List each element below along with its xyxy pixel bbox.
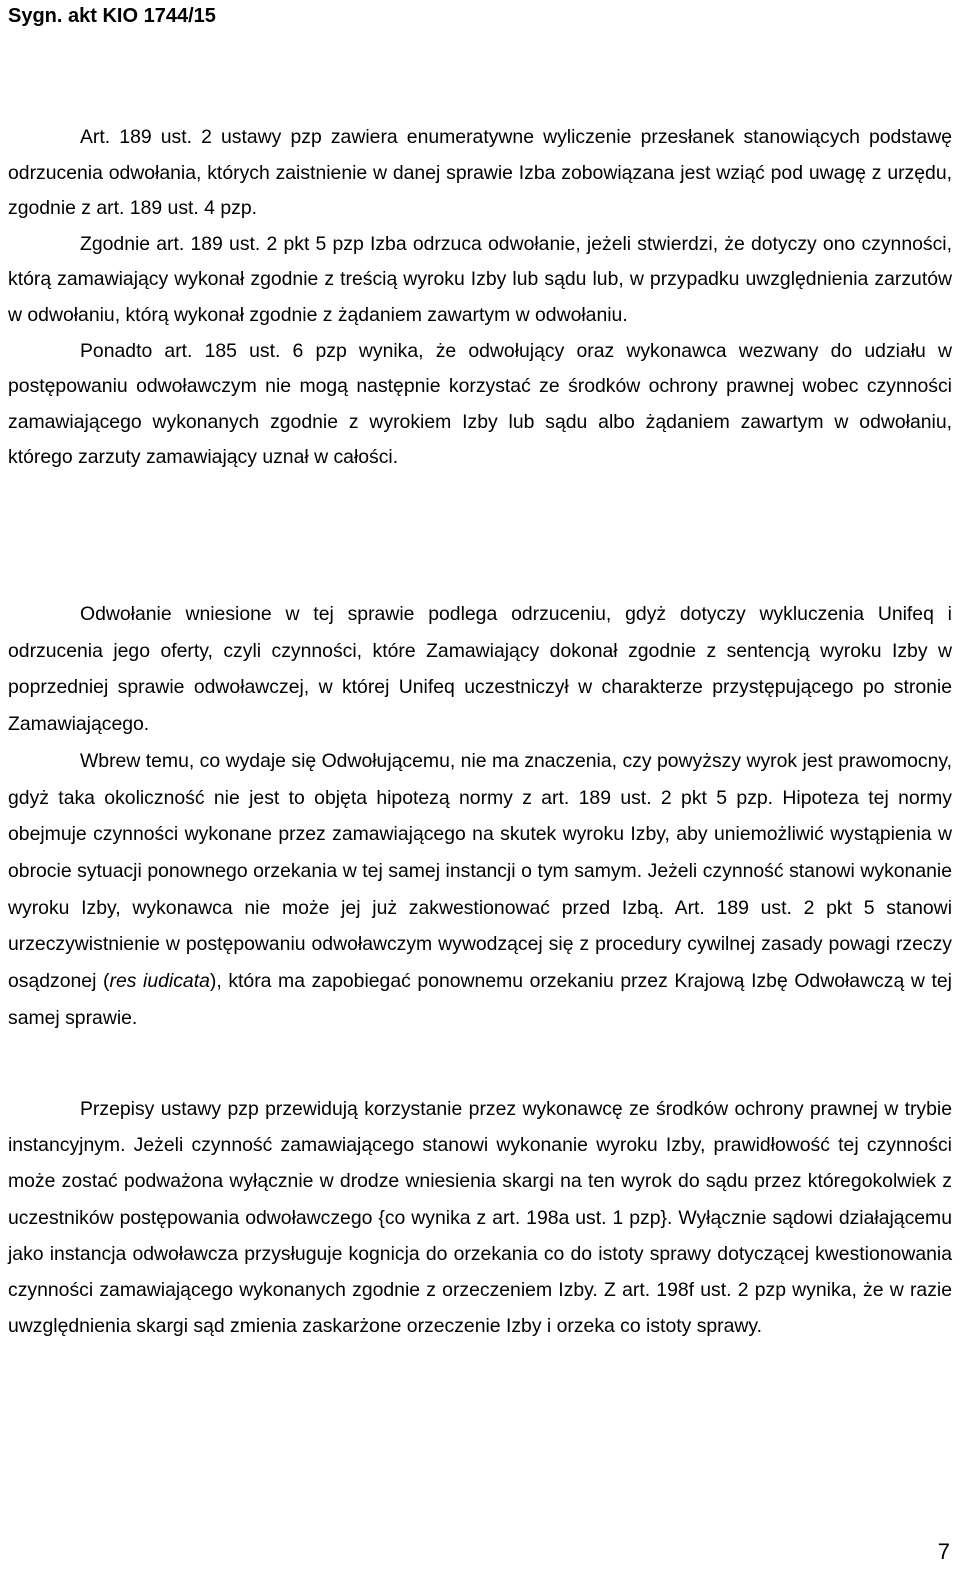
paragraph-2: Zgodnie art. 189 ust. 2 pkt 5 pzp Izba odrzuca odwołanie, jeżeli stwierdzi, że dotyczy ono czynności, którą zamawiający wykonał zgodnie z treścią wyroku Izby lub sądu lub, w przypadku uwzględnienia zarzutów w odwołaniu, którą wykonał zgodnie z żądaniem zawartym w odwołaniu. — [8, 232, 952, 326]
paragraph-5-text-a: Wbrew temu, co wydaje się Odwołującemu, nie ma znaczenia, czy powyższy wyrok jest prawomocny, gdyż taka okoliczność nie jest to objęta hipotezą normy z art. 189 ust. 2 pkt 5 pzp. Hipoteza tej normy obejmuje czynności wykonane przez zamawiającego na skutek wyroku Izby, aby uniemożliwić wystąpienia w obrocie sytuacji ponownego orzekania w tej samej instancji o tym samym. Jeżeli czynność stanowi wykonanie wyroku Izby, wykonawca nie może jej już zakwestionować przed Izbą. Art. 189 ust. 2 pkt 5 stanowi urzeczywistnienie w postępowaniu odwoławczym wywodzącej się z procedury cywilnej zasady powagi rzeczy osądzonej ( — [8, 749, 952, 993]
case-signature: Sygn. akt KIO 1744/15 — [8, 5, 216, 27]
paragraph-1: Art. 189 ust. 2 ustawy pzp zawiera enumeratywne wyliczenie przesłanek stanowiących podstawę odrzucenia odwołania, których zaistnienie w danej sprawie Izba zobowiązana jest wziąć pod uwagę z urzędu, zgodnie z art. 189 ust. 4 pzp. — [8, 126, 952, 220]
paragraph-3: Ponadto art. 185 ust. 6 pzp wynika, że odwołujący oraz wykonawca wezwany do udziału w postępowaniu odwoławczym nie mogą następnie korzystać ze środków ochrony prawnej wobec czynności zamawiającego wykonanych zgodnie z wyrokiem Izby lub sądu albo żądaniem zawartym w odwołaniu, którego zarzuty zamawiający uznał w całości. — [8, 339, 952, 469]
latin-term-res-iudicata: res iudicata — [109, 970, 210, 993]
paragraph-group-1 — [8, 120, 952, 476]
paragraph-5 — [8, 743, 952, 1037]
paragraph-group-2 — [8, 596, 952, 1036]
paragraph-4: Odwołanie wniesione w tej sprawie podlega odrzuceniu, gdyż dotyczy wykluczenia Unifeq i odrzucenia jego oferty, czyli czynności, które Zamawiający dokonał zgodnie z sentencją wyroku Izby w poprzedniej sprawie odwoławczej, w której Unifeq uczestniczył w charakterze przystępującego po stronie Zamawiającego. — [8, 603, 952, 736]
page-number: 7 — [937, 1539, 950, 1564]
paragraph-group-3 — [8, 1091, 952, 1344]
paragraph-6: Przepisy ustawy pzp przewidują korzystanie przez wykonawcę ze środków ochrony prawnej w trybie instancyjnym. Jeżeli czynność zamawiającego stanowi wykonanie wyroku Izby, prawidłowość tej czynności może zostać podważona wyłącznie w drodze wniesienia skargi na ten wyrok do sądu przez któregokolwiek z uczestników postępowania odwoławczego {co wynika z art. 198a ust. 1 pzp}. Wyłącznie sądowi działającemu jako instancja odwoławcza przysługuje kognicja do orzekania co do istoty sprawy dotyczącej kwestionowania czynności zamawiającego wykonanych zgodnie z orzeczeniem Izby. Z art. 198f ust. 2 pzp wynika, że w razie uwzględnienia skargi sąd zmienia zaskarżone orzeczenie Izby i orzeka co istoty sprawy. — [8, 1098, 952, 1338]
paragraph-5-text-b: ), która ma zapobiegać ponownemu orzekaniu przez Krajową Izbę Odwoławczą w tej samej sprawie. — [8, 970, 952, 1029]
